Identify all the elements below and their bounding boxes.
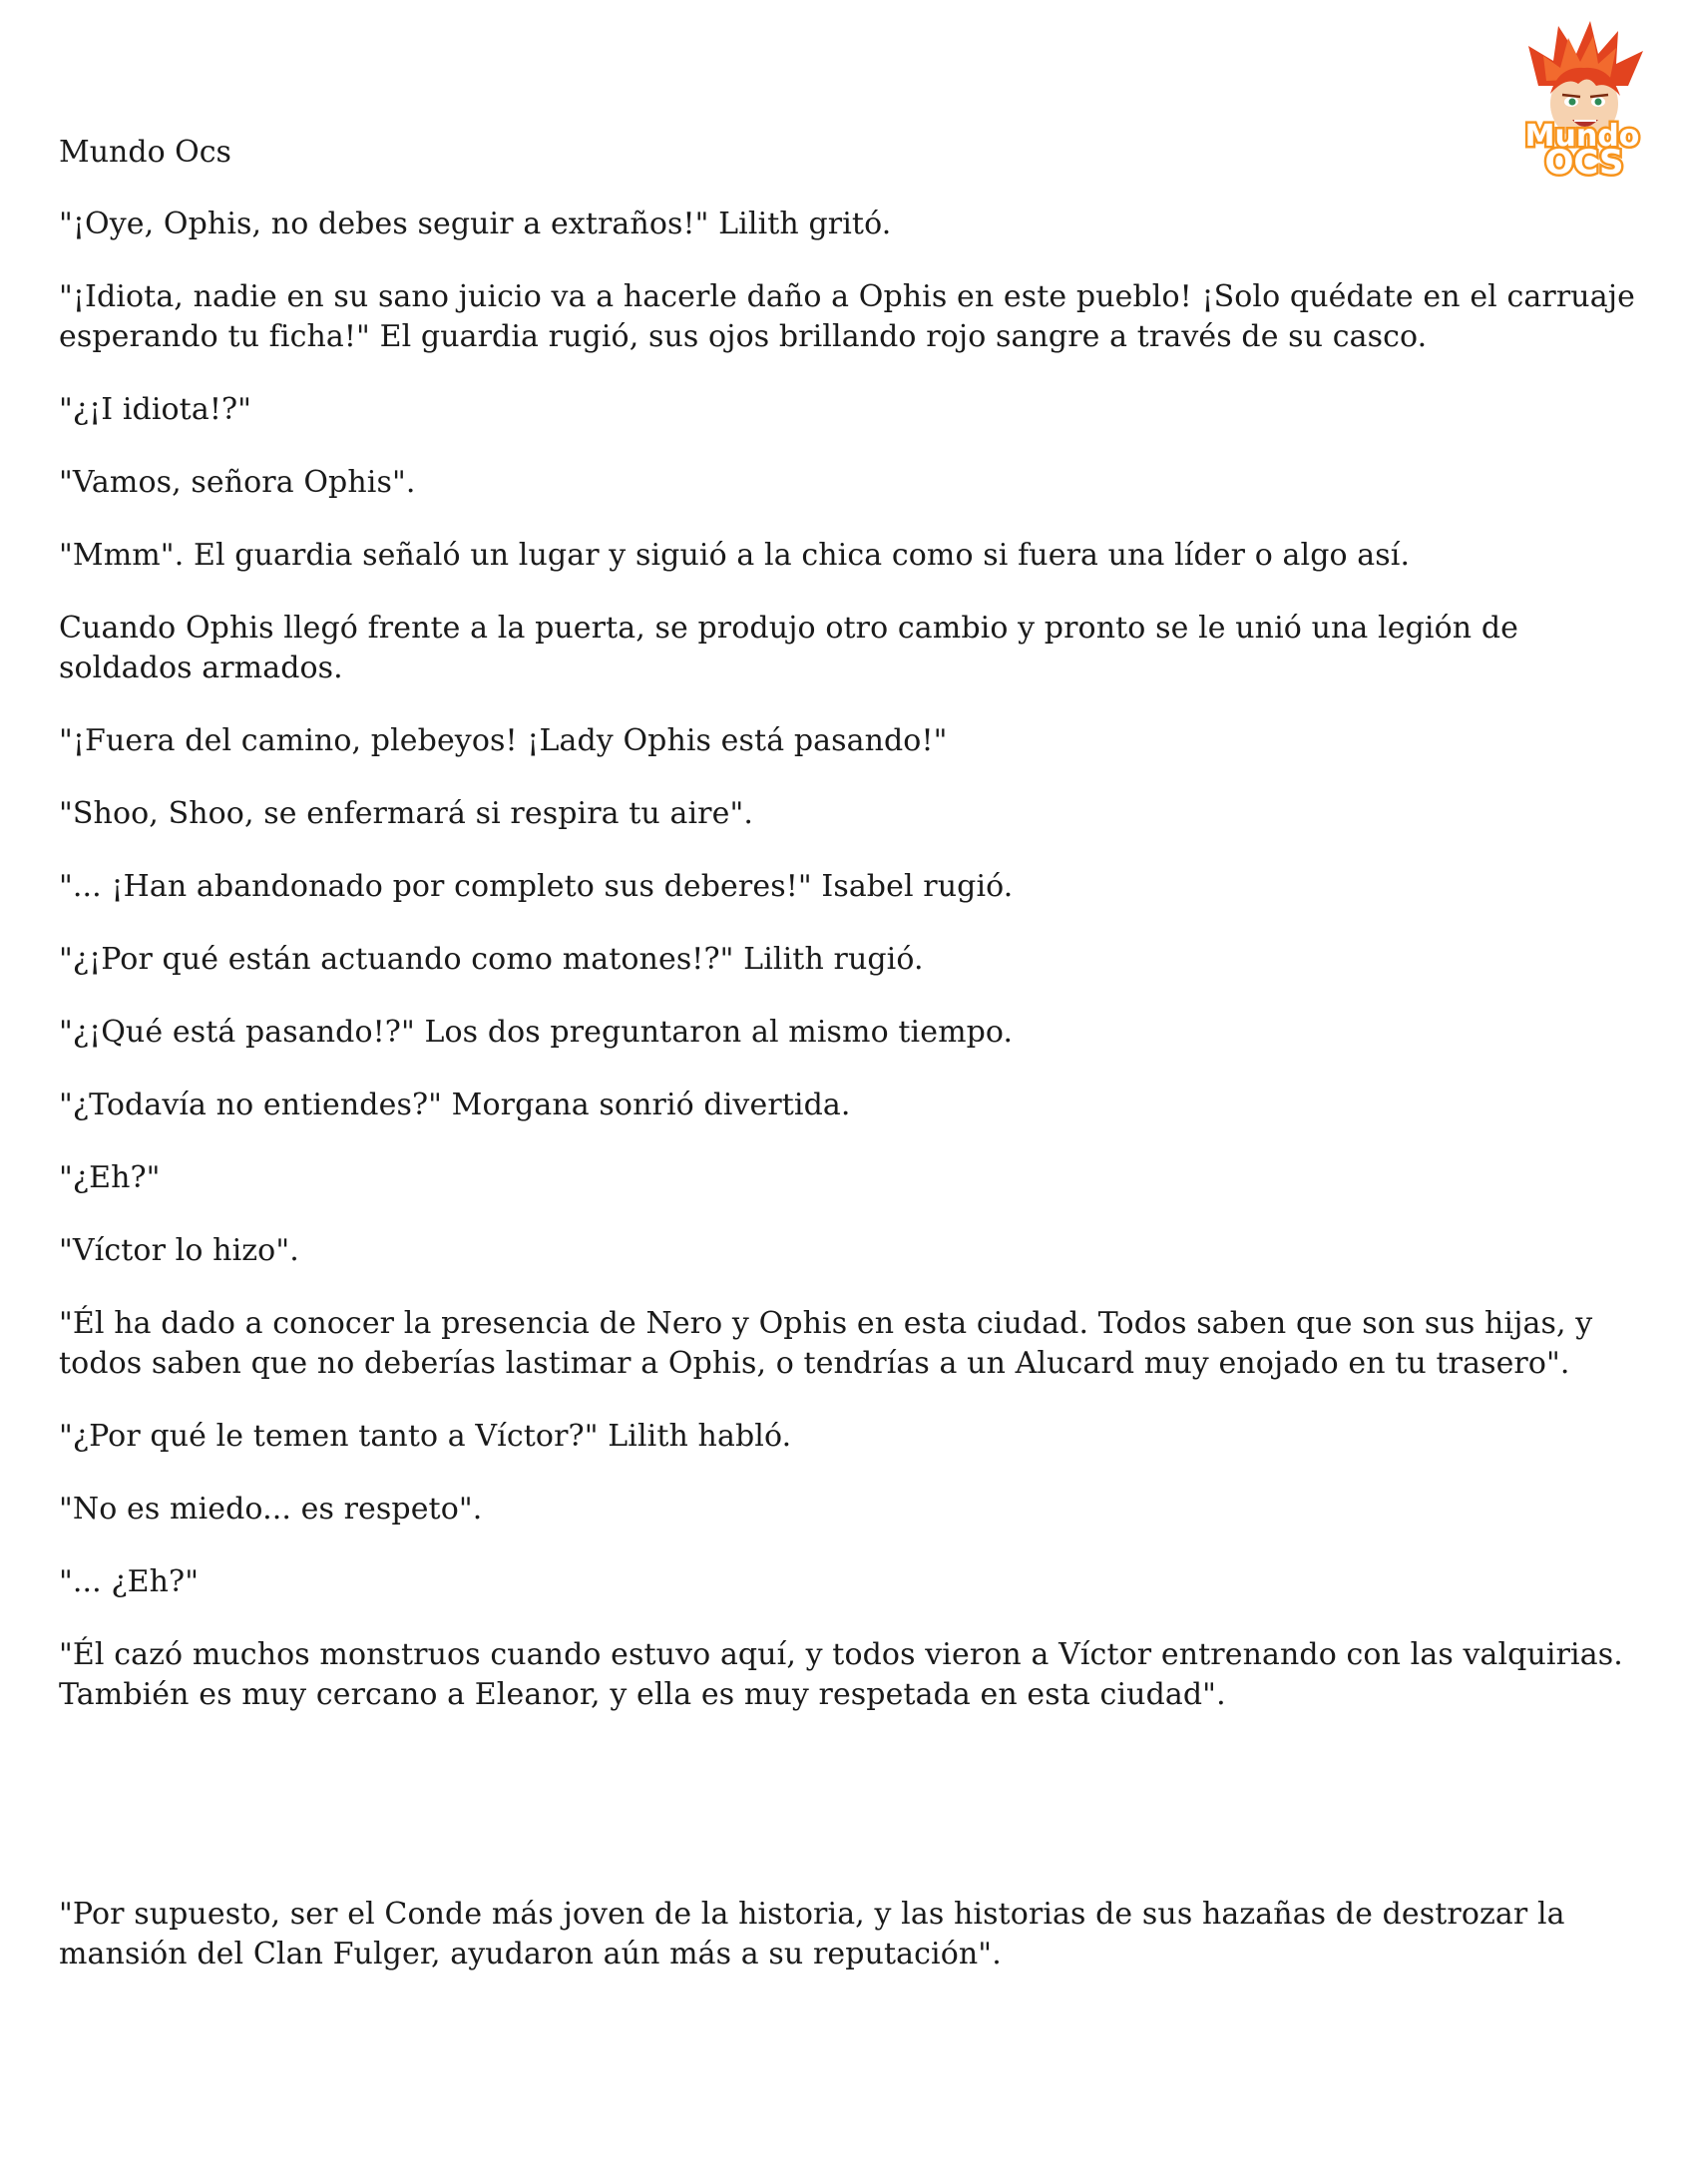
document-body [59,205,1655,2007]
paragraph: "Vamos, señora Ophis". [59,465,416,500]
paragraph: "Por supuesto, ser el Conde más joven de la historia, y las historias de sus hazañas de destrozar la mansión del Clan Fulger, ayudaron aún más a su reputación". [59,1897,1565,1971]
paragraph: "Mmm". El guardia señaló un lugar y siguió a la chica como si fuera una líder o algo así. [59,538,1411,573]
paragraph: "¡Fuera del camino, plebeyos! ¡Lady Ophis está pasando!" [59,723,948,758]
paragraph: "¿¡I idiota!?" [59,392,252,427]
paragraph: "¿Por qué le temen tanto a Víctor?" Lilith habló. [59,1419,792,1454]
paragraph: "¿Todavía no entiendes?" Morgana sonrió divertida. [59,1088,851,1122]
logo-text-bottom: OCS [1544,143,1624,180]
paragraph: "Víctor lo hizo". [59,1233,299,1268]
mundo-ocs-logo-icon [1498,16,1666,180]
paragraph: "¡Idiota, nadie en su sano juicio va a hacerle daño a Ophis en este pueblo! ¡Solo quédate en el carruaje esperando tu ficha!" El guardia rugió, sus ojos brillando rojo sangre a través de su casco. [59,279,1635,354]
paragraph: "Él ha dado a conocer la presencia de Nero y Ophis en esta ciudad. Todos saben que son sus hijas, y todos saben que no deberías lastimar a Ophis, o tendrías a un Alucard muy enojado en tu trasero". [59,1306,1593,1381]
paragraph: "... ¡Han abandonado por completo sus deberes!" Isabel rugió. [59,869,1014,904]
logo-text-top: Mundo [1524,119,1640,154]
paragraph: "Él cazó muchos monstruos cuando estuvo aquí, y todos vieron a Víctor entrenando con las valquirias. También es muy cercano a Eleanor, y ella es muy respetada en esta ciudad". [59,1637,1623,1712]
paragraph: "¿¡Por qué están actuando como matones!?" Lilith rugió. [59,942,924,977]
paragraph: Cuando Ophis llegó frente a la puerta, se produjo otro cambio y pronto se le unió una legión de soldados armados. [59,611,1518,685]
paragraph: "... ¿Eh?" [59,1564,200,1599]
paragraph: "¿¡Qué está pasando!?" Los dos preguntaron al mismo tiempo. [59,1015,1014,1050]
paragraph: "Shoo, Shoo, se enfermará si respira tu aire". [59,796,753,831]
paragraph: "¿Eh?" [59,1160,161,1195]
paragraph: "¡Oye, Ophis, no debes seguir a extraños!" Lilith gritó. [59,207,892,241]
paragraph: "No es miedo... es respeto". [59,1492,483,1527]
page-title: Mundo Ocs [59,135,231,170]
